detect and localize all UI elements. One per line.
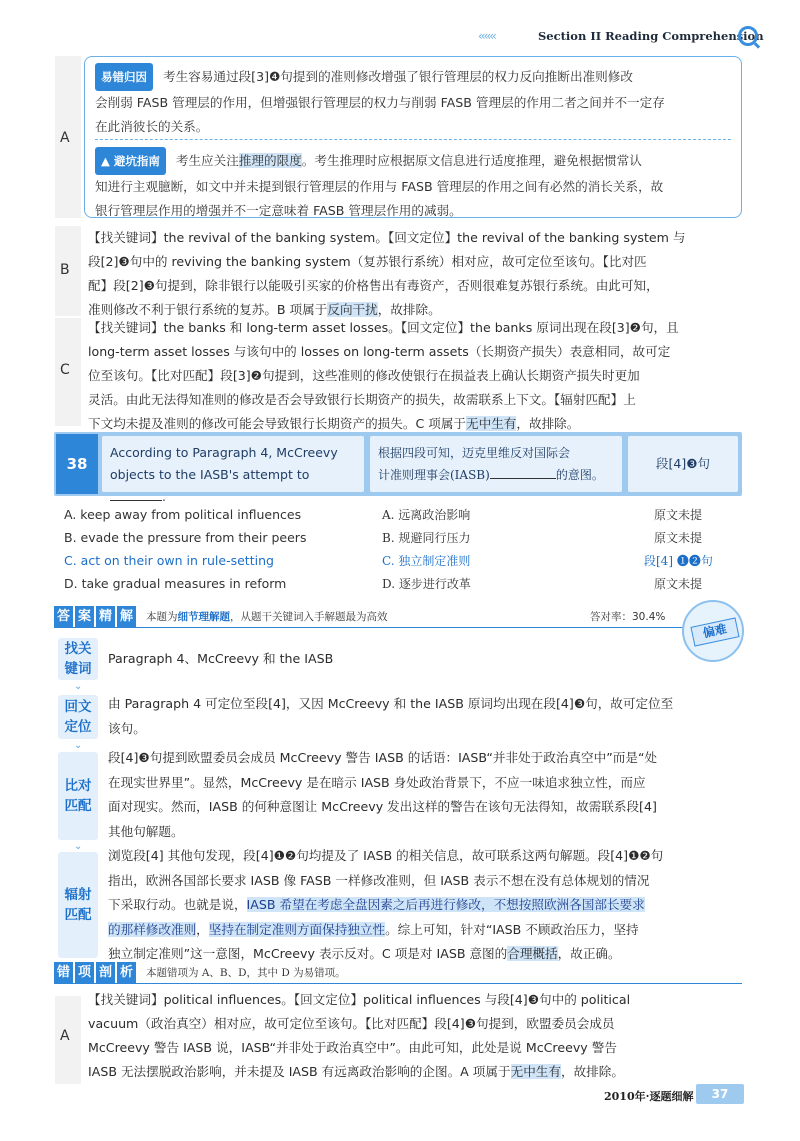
question-38 xyxy=(54,432,742,504)
step-radiate-text: 浏览段[4] 其他句发现，段[4]❶❷句均提及了 IASB 的相关信息，故可联系这两句解题。段[4]❶❷句 指出，欧洲各国部长要求 IASB 像 FASB 一样修改准则，但 IASB 表示不想在没有总体规划的情况 下采取行动。也就是说，IASB 希望在考虑全盘因素之后再进行修改，不想按照欧洲各国部长要求 的那样修改准则，坚持在制定准则方面保持独立性。综上可知，针对“IASB 不顾政治压力，坚持 独立制定准则”这一意图，McCreevy 表示反对。C 项是对 IASB 意图的合理概括，故正确。 xyxy=(108,848,664,961)
footer-title: 2010年·逐题细解 xyxy=(604,1090,694,1103)
step-keyword-label: 找关 键词 xyxy=(58,638,98,680)
chevron-down-icon: ⌄ xyxy=(74,681,83,692)
dashed-divider xyxy=(95,139,731,140)
option-a-en: A. keep away from political influences xyxy=(64,507,302,522)
wrong-section-tag: 错 项 剖 析 xyxy=(54,962,136,983)
option-c-en-correct: C. act on their own in rule-setting xyxy=(64,553,274,568)
mistake-analysis: 易错归因 考生容易通过段[3]❹句提到的准则修改增强了银行管理层的权力反向推断出准则修改 会削弱 FASB 管理层的作用，但增强银行管理层的权力与削弱 FASB 管理层的作用二者之间并不一定存 在此消彼长的关系。 xyxy=(95,63,731,139)
page-number: 37 xyxy=(696,1084,744,1104)
answer-blank xyxy=(110,500,162,501)
section-title: Section II Reading Comprehension xyxy=(538,29,764,43)
avoid-label: ▲ 避坑指南 xyxy=(95,147,166,175)
step-compare-label: 比对 匹配 xyxy=(58,752,98,840)
option-b-cn: B. 规避同行压力 xyxy=(382,531,471,545)
question-stem-cn: 根据四段可知，迈克里维反对国际会 计准则理事会(IASB) 的意图。 xyxy=(370,436,622,492)
banner-rule xyxy=(54,627,742,628)
step-radiate-label: 辐射 匹配 xyxy=(58,852,98,958)
question-stem-en: According to Paragraph 4, McCreevy objects to the IASB's attempt to . xyxy=(102,436,364,492)
option-letter-a: A xyxy=(60,130,70,146)
step-locate-label: 回文 定位 xyxy=(58,695,98,739)
accuracy-rate: 答对率：30.4% xyxy=(590,611,666,623)
answer-blank-cn xyxy=(490,478,556,479)
step-compare-text: 段[4]❸句提到欧盟委员会成员 McCreevy 警告 IASB 的话语：IASB“并非处于政治真空中”而是“处 在现实世界里”。显然，McCreevy 是在暗示 IASB 身处政治背景下，不应一味追求独立性，而应 面对现实。然而，IASB 的何种意图让 McCreevy 发出这样的警告在该句无法得知，故需联系段[4] 其他句解题。 xyxy=(108,750,658,839)
header-arrows-icon: ‹‹‹‹‹‹ xyxy=(478,29,495,43)
option-b-source: 原文未提 xyxy=(654,531,703,545)
option-c-cn-correct: C. 独立制定准则 xyxy=(382,554,471,568)
option-d-cn: D. 逐步进行改革 xyxy=(382,577,471,591)
option-a-cn: A. 远离政治影响 xyxy=(382,508,471,522)
banner-rule xyxy=(54,983,742,984)
avoid-guide: ▲ 避坑指南 考生应关注推理的限度。考生推理时应根据原文信息进行适度推理，避免根据惯常认 知进行主观臆断，如文中并未提到银行管理层的作用与 FASB 管理层的作用之间有必然的消长关系，故 银行管理层作用的增强并不一定意味着 FASB 管理层作用的减弱。 xyxy=(95,147,731,223)
answer-section-banner xyxy=(54,606,742,628)
wrong-options-note: 本题错项为 A、B、D，其中 D 为易错项。 xyxy=(146,967,346,979)
magnifier-icon xyxy=(738,26,758,46)
mistake-label: 易错归因 xyxy=(95,63,153,91)
option-b-en: B. evade the pressure from their peers xyxy=(64,530,307,545)
option-letter-b: B xyxy=(60,262,70,278)
option-c-analysis: 【找关键词】the banks 和 long-term asset losses。【回文定位】the banks 原词出现在段[3]❷句，且 long-term asset losses 与该句中的 losses on long-term assets（长期资产损失）表意相同，故可定 位至该句。【比对匹配】段[3]❷句提到，这些准则的修改使银行在损益表上确认长期资产损失时更加 灵活。由此无法得知准则的修改是否会导致银行长期资产的损失，故需联系上下文。【辐射匹配】上 下文均未提及准则的修改可能会导致银行长期资产的损失。C 项属于无中生有，故排除。 xyxy=(88,320,679,431)
wrong-section-banner xyxy=(54,962,742,984)
step-locate-text: 由 Paragraph 4 可定位至段[4]，又因 McCreevy 和 the IASB 原词均出现在段[4]❸句，故可定位至 该句。 xyxy=(108,696,674,736)
option-letter-c: C xyxy=(60,362,70,378)
chevron-down-icon: ⌄ xyxy=(74,740,83,751)
option-b-analysis: 【找关键词】the revival of the banking system。【回文定位】the revival of the banking system 与 段[2]❸句中的 reviving the banking system（复苏银行系统）相对应，故可定位至该句。【比对匹 配】段[2]❸句提到，除非银行以能吸引买家的价格售出有毒资产，否则很难复苏银行系统。由此可知， 准则修改不利于银行系统的复苏。B 项属于反向干扰，故排除。 xyxy=(88,230,686,317)
answer-section-tag: 答 案 精 解 xyxy=(54,606,136,627)
option-a-source: 原文未提 xyxy=(654,508,703,522)
option-c-source: 段[4] ❶❷句 xyxy=(644,554,713,568)
option-d-source: 原文未提 xyxy=(654,577,703,591)
warning-icon: ▲ xyxy=(101,154,114,168)
question-location: 段[4]❸句 xyxy=(628,436,738,492)
question-number: 38 xyxy=(56,434,98,494)
tips-box xyxy=(84,56,742,218)
difficulty-label: 偏难 xyxy=(690,617,739,646)
chevron-down-icon: ⌄ xyxy=(74,841,83,852)
section-header xyxy=(470,26,770,48)
step-keyword-text: Paragraph 4、McCreevy 和 the IASB xyxy=(108,651,334,666)
option-letter-a-bottom: A xyxy=(60,1028,70,1044)
option-a-wrong-analysis: 【找关键词】political influences。【回文定位】political influences 与段[4]❸句中的 political vacuum（政治真空）相对应，故可定位至该句。【比对匹配】段[4]❸句提到，欧盟委员会成员 McCreevy 警告 IASB 说，IASB“并非处于政治真空中”。由此可知，此处是说 McCreevy 警告 IASB 无法摆脱政治影响，并未提及 IASB 有远离政治影响的企图。A 项属于无中生有，故排除。 xyxy=(88,992,631,1079)
option-d-en: D. take gradual measures in reform xyxy=(64,576,287,591)
question-type-note: 本题为细节理解题，从题干关键词入手解题最为高效 xyxy=(146,611,388,623)
